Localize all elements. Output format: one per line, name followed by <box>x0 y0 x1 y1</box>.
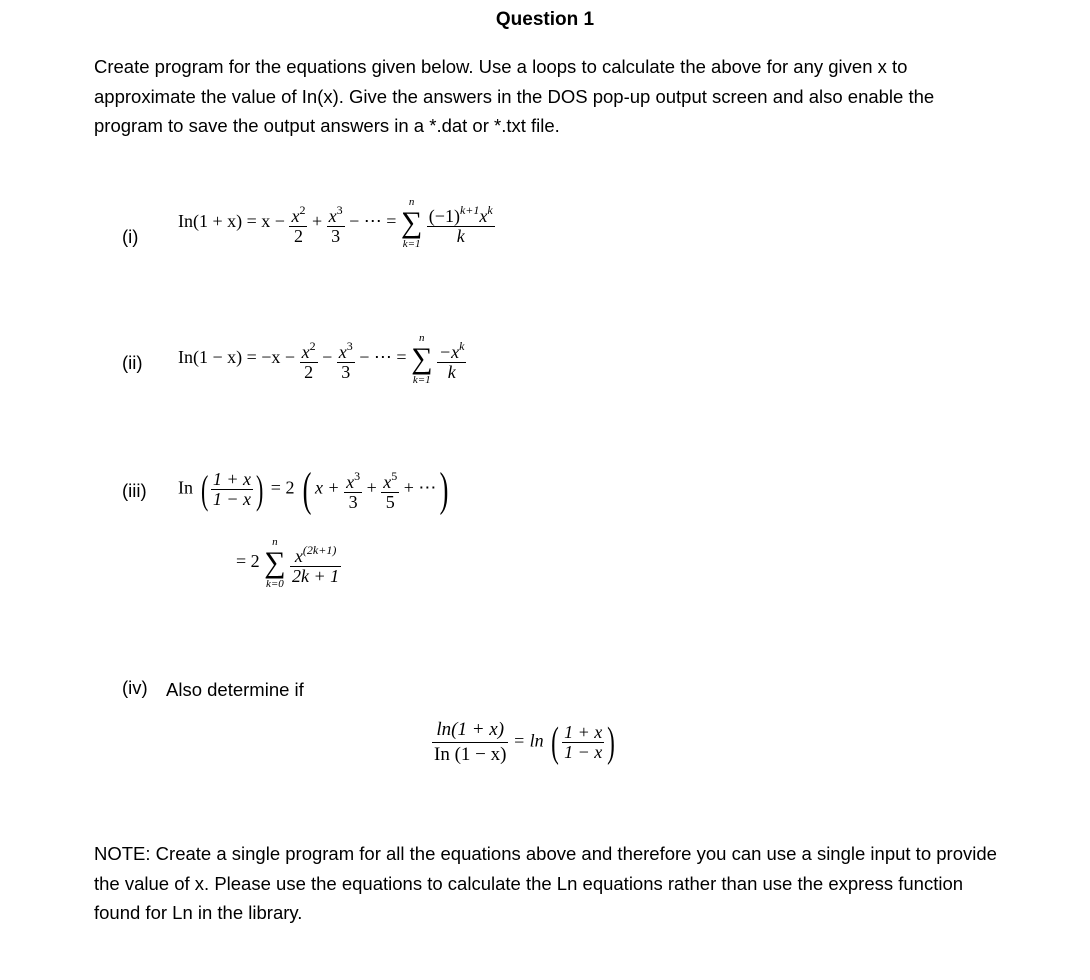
fraction-x2-over-2: $\frac{x^2}{2}$ <box>291 202 306 246</box>
item-iii-label: (iii) <box>122 480 147 501</box>
equation-i-ellipsis: − ⋯ = <box>349 211 397 232</box>
equation-iii-sum <box>236 536 341 590</box>
item-ii-label: (ii) <box>122 352 143 373</box>
summation-term-i: $\frac{(-1)^{k+1}x^k}{k}$ <box>428 202 493 246</box>
equals-two: = 2 <box>270 477 295 498</box>
summation-symbol: n ∑ k=0 <box>264 536 286 590</box>
item-iv-text: Also determine if <box>166 679 304 700</box>
plus-sign: + <box>311 211 323 232</box>
summation-symbol: n ∑ k=1 <box>400 196 423 250</box>
intro-paragraph: Create program for the equations given below. Use a loops to calculate the above for any given x to approximate the value of In(x). Give the answers in the DOS pop-up output screen and also enable the program to save the output answers in a *.dat or *.txt file. <box>94 56 935 136</box>
question-title: Question 1 <box>495 9 595 30</box>
fraction-1px-over-1mx: $\frac{1 + x}{1 - x}$ <box>212 469 251 509</box>
equation-iii: In ( $\frac{1 + x}{1 - x}$ ) = 2 ( x + $\frac{x^3}{3}$ + $\frac{x^5}{5}$ + ⋯) <box>178 463 449 516</box>
fraction-x3-over-3: $\frac{x^3}{3}$ <box>346 469 361 512</box>
equation-iv: $\frac{\ln(1 + x)}{In (1 - x)}$ = ln ( $\frac{1 + x}{1 - x}$ ) <box>434 719 616 766</box>
equation-i-lhs: In(1 + x) = x − <box>178 211 285 232</box>
fraction-ln-ratio: $\frac{\ln(1 + x)}{In (1 - x)}$ <box>434 719 507 765</box>
equals-two: = 2 <box>236 551 260 572</box>
item-iv-label: (iv) <box>122 677 148 698</box>
item-i-label: (i) <box>122 226 139 247</box>
fraction-1px-over-1mx: $\frac{1 + x}{1 - x}$ <box>564 722 603 762</box>
x-term: x + <box>314 477 340 498</box>
summation-symbol: n ∑ k=1 <box>411 332 433 386</box>
summation-term-iii: $\frac{x^{(2k+1)}}{2k + 1}$ <box>292 542 340 586</box>
fraction-x2-over-2: $\frac{x^2}{2}$ <box>301 338 316 382</box>
summation-term-ii: $\frac{-x^k}{k}$ <box>438 338 465 382</box>
equation-ii-lhs: In(1 − x) = −x − <box>178 347 296 368</box>
equation-ii-ellipsis: − ⋯ = <box>359 347 407 368</box>
ln-function: In <box>178 477 193 498</box>
equals-ln: = ln <box>512 730 544 751</box>
series-tail: + ⋯ <box>403 477 437 498</box>
fraction-x3-over-3: $\frac{x^3}{3}$ <box>338 338 353 382</box>
fraction-x5-over-5: $\frac{x^5}{5}$ <box>383 469 398 512</box>
note-paragraph: NOTE: Create a single program for all the equations above and therefore you can use a single input to provide the value of x. Please use the equations to calculate the Ln equations rather than use the express function found for Ln in the library. <box>94 843 997 923</box>
fraction-x3-over-3: $\frac{x^3}{3}$ <box>328 202 343 246</box>
equation-i <box>178 196 495 250</box>
plus-sign: + <box>366 477 377 498</box>
equation-ii <box>178 332 466 386</box>
minus-sign: − <box>322 347 333 368</box>
